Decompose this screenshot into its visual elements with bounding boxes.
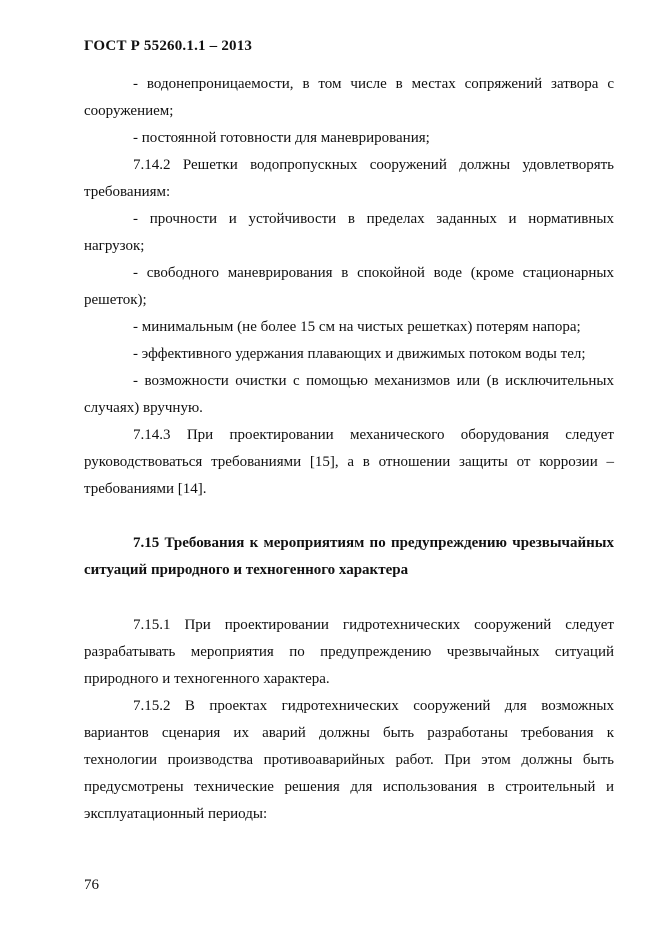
document-body: [84, 71, 614, 828]
paragraph: - прочности и устойчивости в пределах заданных и нормативных нагрузок;: [84, 211, 614, 254]
paragraph: 7.15.2 В проектах гидротехнических сооружений для возможных вариантов сценария их аварий должны быть разработаны требования к технологии производства противоаварийных работ. При этом должны быть предусмотрены технические решения для использования в строительный и эксплуатационный периоды:: [84, 698, 614, 822]
paragraph: - постоянной готовности для маневрирования;: [133, 130, 430, 146]
paragraph: - свободного маневрирования в спокойной воде (кроме стационарных решеток);: [84, 265, 614, 308]
page-number: 76: [84, 877, 99, 893]
paragraph: - водонепроницаемости, в том числе в местах сопряжений затвора с сооружением;: [84, 76, 614, 119]
paragraph: - эффективного удержания плавающих и движимых потоком воды тел;: [133, 346, 586, 362]
spacer: [84, 584, 614, 612]
document-header: ГОСТ Р 55260.1.1 – 2013: [84, 38, 253, 54]
paragraph: 7.14.2 Решетки водопропускных сооружений должны удовлетворять требованиям:: [84, 157, 614, 200]
paragraph: - минимальным (не более 15 см на чистых решетках) потерям напора;: [133, 319, 581, 335]
paragraph: - возможности очистки с помощью механизмов или (в исключительных случаях) вручную.: [84, 373, 614, 416]
paragraph: 7.15.1 При проектировании гидротехнических сооружений следует разрабатывать мероприятия по предупреждению чрезвычайных ситуаций природного и техногенного характера.: [84, 617, 614, 687]
section-heading: 7.15 Требования к мероприятиям по предупреждению чрезвычайных ситуаций природного и техногенного характера: [84, 535, 614, 578]
paragraph: 7.14.3 При проектировании механического оборудования следует руководствоваться требованиями [15], а в отношении защиты от коррозии – требованиями [14].: [84, 427, 614, 497]
spacer: [84, 503, 614, 530]
